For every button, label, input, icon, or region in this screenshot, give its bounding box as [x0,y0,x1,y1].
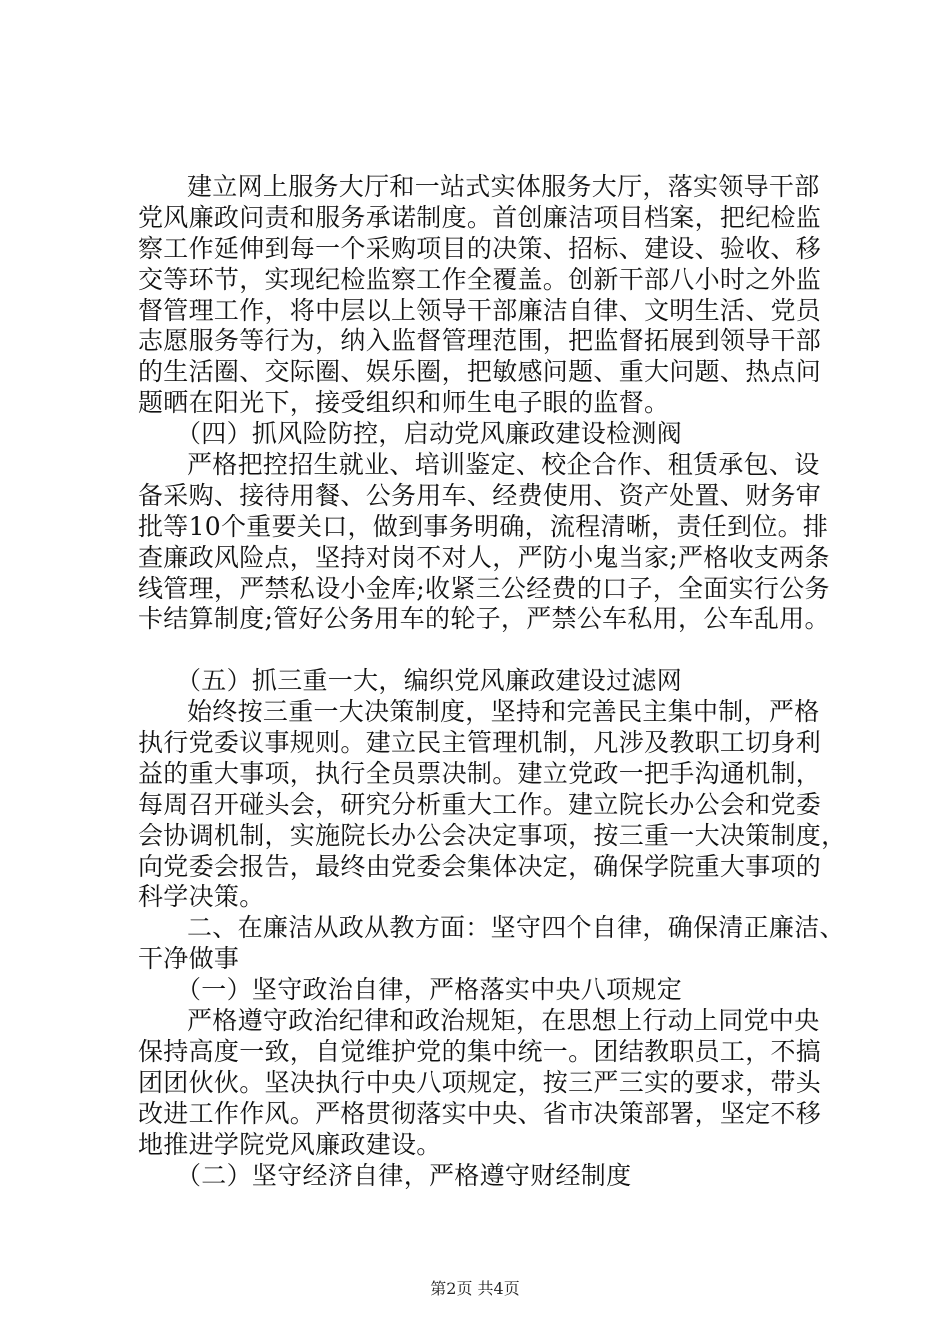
section-heading-line: （一）坚守政治自律，严格落实中央八项规定 [176,975,683,1005]
text-line: 地推进学院党风廉政建设。 [138,1129,442,1159]
text-line: 团团伙伙。坚决执行中央八项规定，按三严三实的要求，带头 [138,1067,822,1097]
text-line: 题晒在阳光下，接受组织和师生电子眼的监督。 [138,388,670,418]
text-line: 改进工作作风。严格贯彻落实中央、省市决策部署，坚定不移 [138,1098,822,1128]
text-line: 查廉政风险点，坚持对岗不对人，严防小鬼当家;严格收支两条 [138,542,830,572]
text-line: 始终按三重一大决策制度，坚持和完善民主集中制，严格 [187,697,820,727]
text-line: 党风廉政问责和服务承诺制度。首创廉洁项目档案，把纪检监 [138,202,822,232]
text-line: 志愿服务等行为，纳入监督管理范围，把监督拓展到领导干部 [138,326,822,356]
text-line: 察工作延伸到每一个采购项目的决策、招标、建设、验收、移 [138,233,822,263]
document-body [138,172,847,1191]
text-line: 执行党委议事规则。建立民主管理机制，凡涉及教职工切身利 [138,728,822,758]
text-line: 会协调机制，实施院长办公会决定事项，按三重一大决策制度， [138,820,847,850]
text-line: 向党委会报告，最终由党委会集体决定，确保学院重大事项的 [138,851,822,881]
text-line: 建立网上服务大厅和一站式实体服务大厅，落实领导干部 [187,172,820,201]
text-line: 严格遵守政治纪律和政治规矩，在思想上行动上同党中央 [187,1006,820,1036]
section-heading-line: （五）抓三重一大，编织党风廉政建设过滤网 [176,666,683,696]
text-line: 科学决策。 [138,882,265,912]
text-line: 交等环节，实现纪检监察工作全覆盖。创新干部八小时之外监 [138,264,822,294]
text-line: 卡结算制度;管好公务用车的轮子，严禁公车私用，公车乱用。 [138,604,830,634]
text-line: 的生活圈、交际圈、娱乐圈，把敏感问题、重大问题、热点问 [138,357,822,387]
text-line: 备采购、接待用餐、公务用车、经费使用、资产处置、财务审 [138,480,822,510]
text-line: 批等10个重要关口，做到事务明确，流程清晰，责任到位。排 [138,511,829,541]
paragraph-gap [138,635,838,666]
text-line: 严格把控招生就业、培训鉴定、校企合作、租赁承包、设 [187,450,820,480]
text-line: 保持高度一致，自觉维护党的集中统一。团结教职员工，不搞 [138,1036,822,1066]
text-line: 二、在廉洁从政从教方面：坚守四个自律，确保清正廉洁、 [187,913,845,943]
text-line: 线管理，严禁私设小金库;收紧三公经费的口子，全面实行公务 [138,573,830,603]
section-heading-line: （四）抓风险防控，启动党风廉政建设检测阀 [176,419,683,449]
text-line: 益的重大事项，执行全员票决制。建立党政一把手沟通机制， [138,758,822,788]
text-line: 每周召开碰头会，研究分析重大工作。建立院长办公会和党委 [138,789,822,819]
text-line: 干净做事 [138,944,240,974]
text-line: 督管理工作，将中层以上领导干部廉洁自律、文明生活、党员 [138,295,822,325]
section-heading-line: （二）坚守经济自律，严格遵守财经制度 [176,1160,632,1190]
page-footer: 第2页 共4页 [430,1279,520,1298]
